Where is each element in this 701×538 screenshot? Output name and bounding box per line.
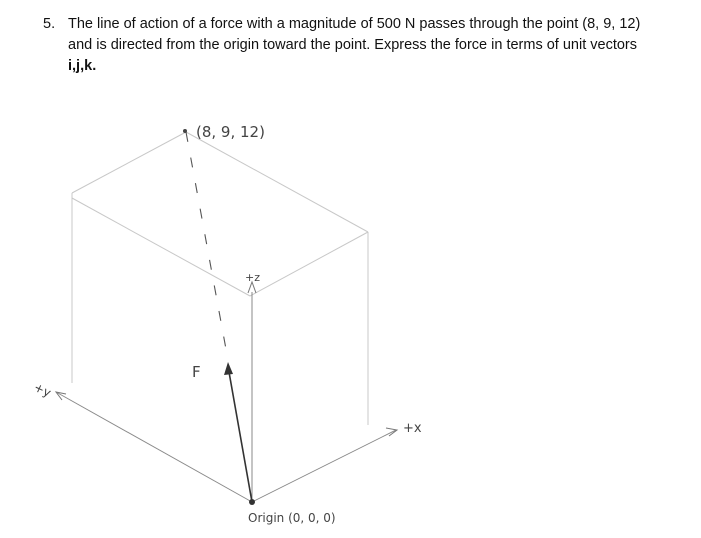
box-inner-right-edge — [250, 232, 368, 296]
axes — [56, 292, 396, 502]
box-top-left-edge — [72, 132, 186, 193]
y-axis-arrowhead — [56, 392, 66, 400]
x-axis-label: +x — [403, 421, 422, 436]
force-vector — [229, 372, 252, 502]
origin-label: Origin (0, 0, 0) — [248, 511, 336, 525]
line-of-action — [186, 132, 228, 360]
problem-period: . — [92, 58, 97, 74]
construction-box — [72, 132, 368, 425]
unit-vectors-label: i,j,k — [68, 58, 93, 74]
point-label: (8, 9, 12) — [196, 123, 265, 141]
origin-point — [249, 499, 255, 505]
y-axis-line — [56, 392, 252, 502]
y-axis-label: +y — [31, 380, 54, 400]
problem-number: 5. — [43, 16, 56, 32]
force-label: F — [192, 363, 201, 381]
box-inner-top-edge — [72, 198, 250, 296]
given-point — [183, 129, 187, 133]
box-top-right-edge — [186, 132, 368, 232]
problem-body: The line of action of a force with a magnitude of 500 N passes through the point (8, 9, 12) and is directed from the origin toward the point. Express the force in terms of unit vectors — [68, 16, 641, 53]
force-arrowhead — [224, 362, 233, 375]
x-axis-line — [252, 430, 396, 502]
z-axis-label: +z — [245, 271, 260, 284]
